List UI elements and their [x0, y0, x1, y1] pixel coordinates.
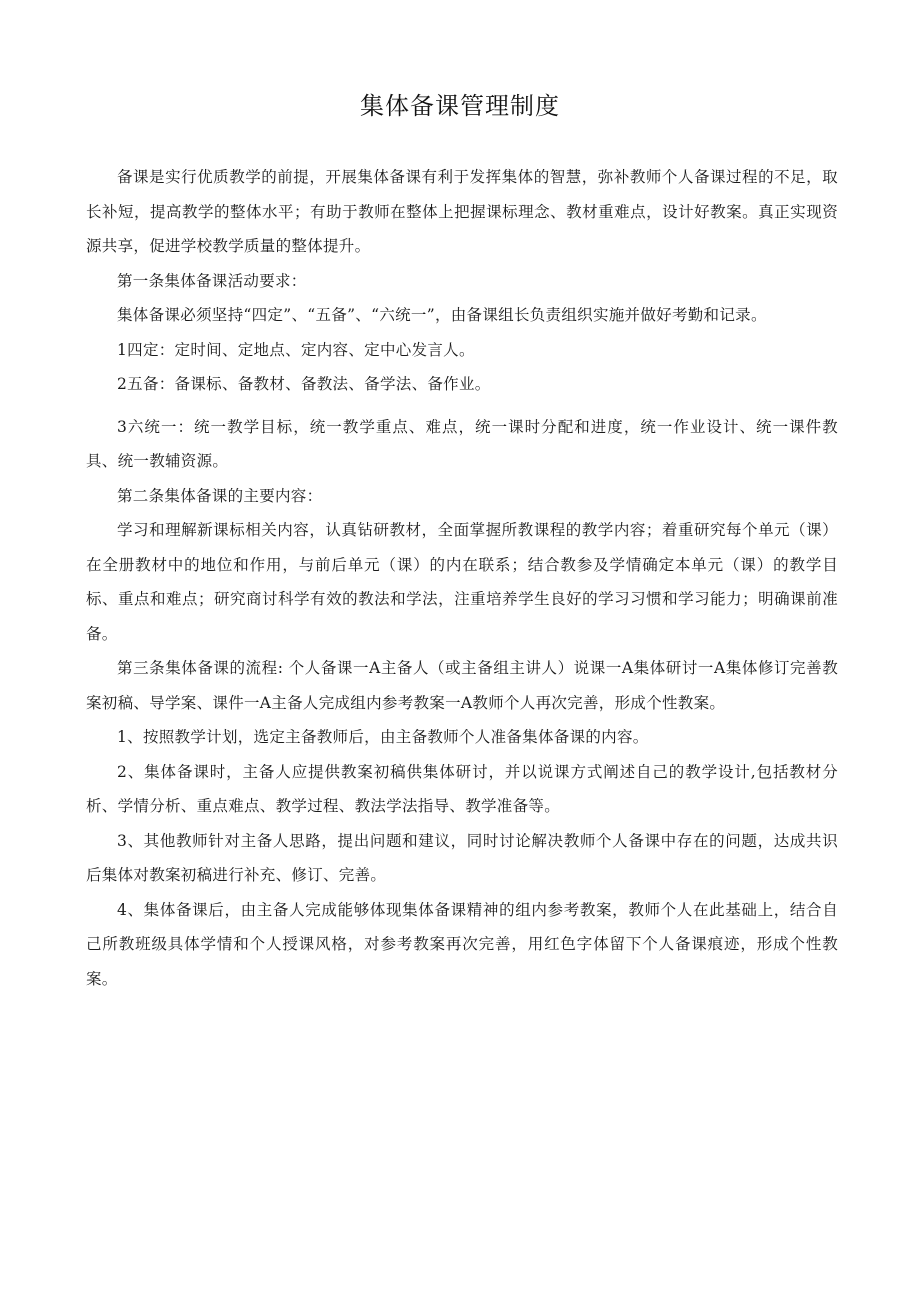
intro-paragraph: 备课是实行优质教学的前提，开展集体备课有利于发挥集体的智慧，弥补教师个人备课过程的不足，取长补短，提高教学的整体水平；有助于教师在整体上把握课标理念、教材重难点，设计好教案。真正实现资源共享，促进学校教学质量的整体提升。	[86, 168, 838, 255]
process-step-2: 2、集体备课时，主备人应提供教案初稿供集体研讨，并以说课方式阐述自己的教学设计,包括教材分析、学情分析、重点难点、教学过程、教法学法指导、教学准备等。	[86, 762, 838, 815]
article-1-heading: 第一条集体备课活动要求：	[117, 271, 307, 290]
four-fixed-item: 1四定：定时间、定地点、定内容、定中心发言人。	[117, 340, 475, 359]
process-step-3: 3、其他教师针对主备人思路，提出问题和建议，同时讨论解决教师个人备课中存在的问题，达成共识后集体对教案初稿进行补充、修订、完善。	[86, 831, 838, 884]
article-3-process: 第三条集体备课的流程: 个人备课一A主备人（或主备组主讲人）说课一A集体研讨一A集体修订完善教案初稿、导学案、课件一A主备人完成组内参考教案一A教师个人再次完善，形成个性教案。	[86, 659, 838, 712]
article-2-content: 学习和理解新课标相关内容，认真钻研教材，全面掌握所教课程的教学内容；着重研究每个单元（课）在全册教材中的地位和作用，与前后单元（课）的内在联系；结合教参及学情确定本单元（课）的教学目标、重点和难点；研究商讨科学有效的教法和学法，注重培养学生良好的学习习惯和学习能力；明确课前准备。	[86, 521, 838, 643]
six-unify-item: 3六统一：统一教学目标，统一教学重点、难点，统一课时分配和进度，统一作业设计、统一课件教具、统一教辅资源。	[86, 417, 838, 470]
article-1-requirement: 集体备课必须坚持“四定”、“五备”、“六统一”，由备课组长负责组织实施并做好考勤和记录。	[117, 306, 767, 324]
process-step-1: 1、按照教学计划，选定主备教师后，由主备教师个人准备集体备课的内容。	[117, 728, 649, 746]
document-body	[86, 160, 838, 996]
process-step-4: 4、集体备课后，由主备人完成能够体现集体备课精神的组内参考教案，教师个人在此基础上，结合自己所教班级具体学情和个人授课风格，对参考教案再次完善，用红色字体留下个人备课痕迹，形成个性教案。	[86, 900, 838, 988]
five-prepare-item: 2五备：备课标、备教材、备教法、备学法、备作业。	[117, 375, 491, 393]
document-title: 集体备课管理制度	[360, 92, 560, 120]
article-2-heading: 第二条集体备课的主要内容：	[117, 486, 323, 505]
